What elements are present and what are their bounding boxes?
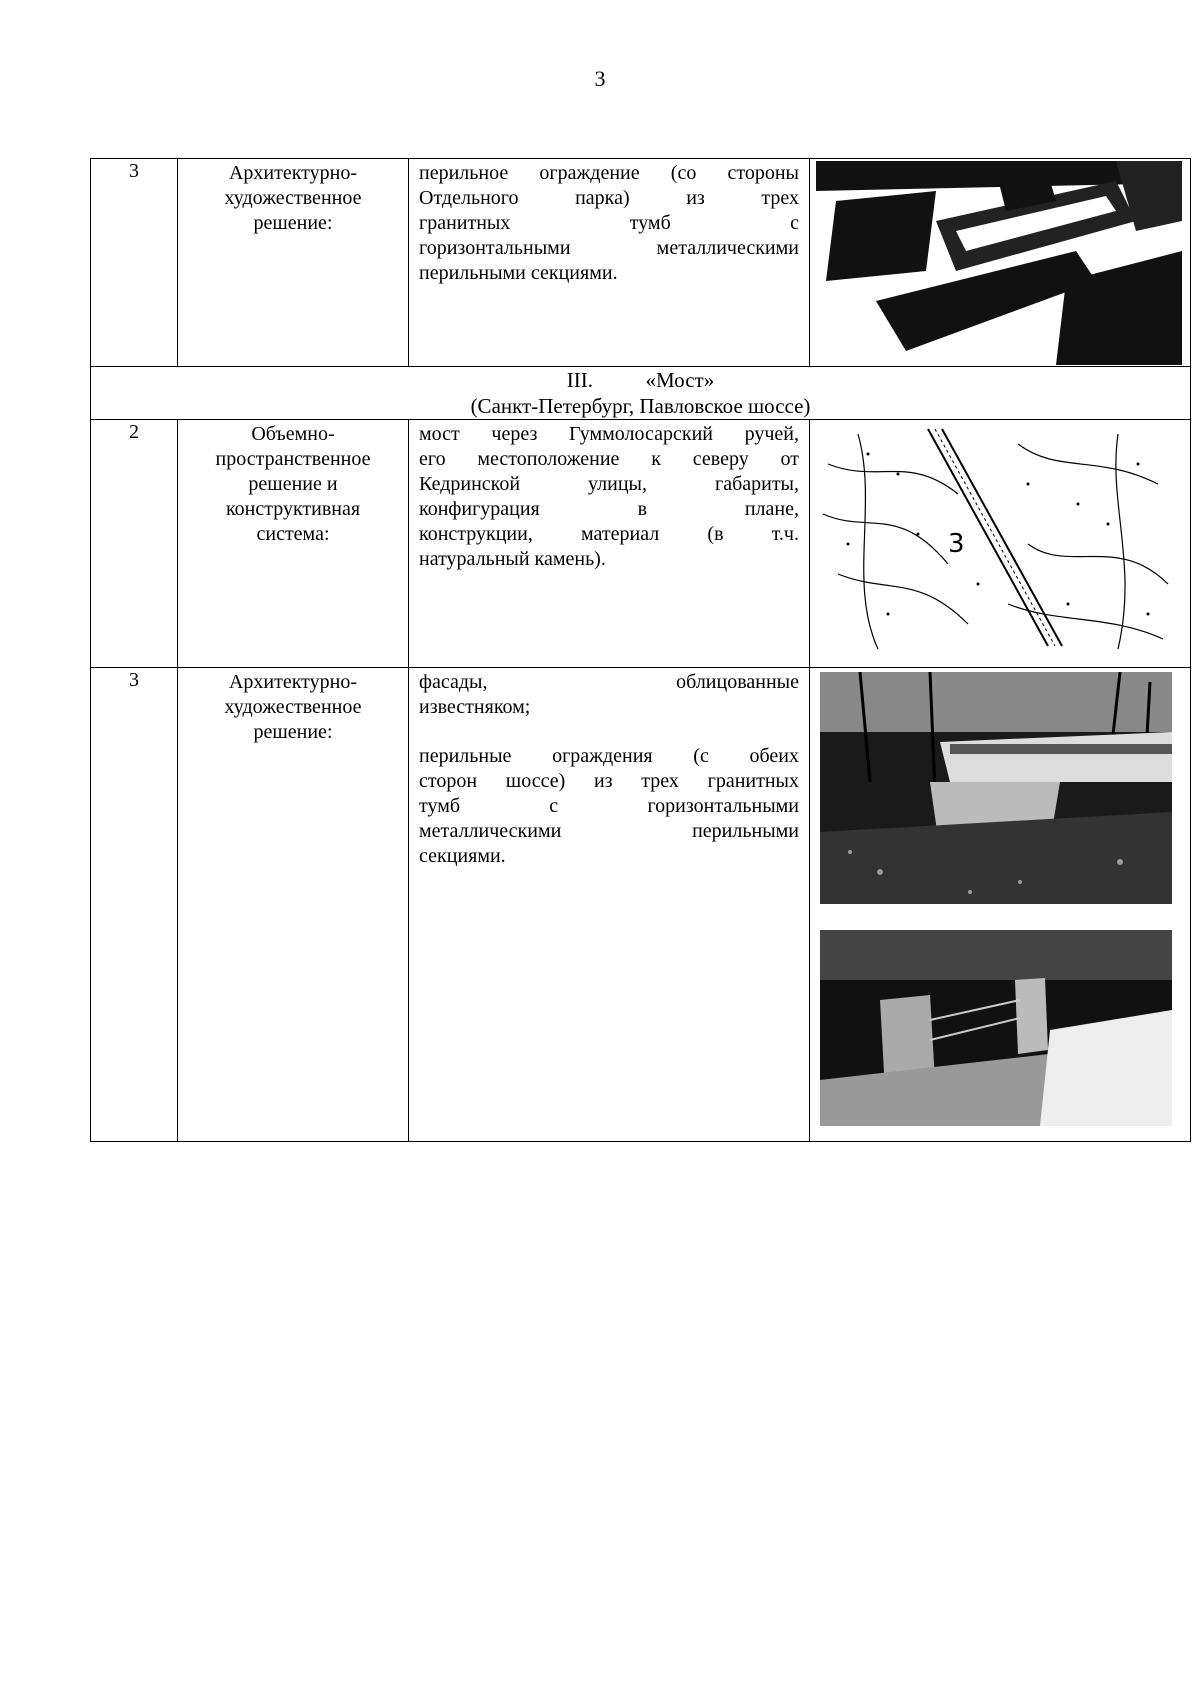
photo-railing-snow <box>816 161 1182 365</box>
photo-granite-posts <box>820 930 1172 1126</box>
section-title: III. «Мост» (Санкт-Петербург, Павловское шоссе) <box>91 367 1191 420</box>
row-description: перильное ограждение (со стороны Отдельного парка) из трех гранитных тумб с горизонтальными металлическими перильными секциями. <box>409 159 810 367</box>
row-number: 2 <box>91 420 178 668</box>
table-row <box>91 668 1191 1142</box>
row-image-cell <box>810 668 1191 1142</box>
section-header-row <box>91 367 1191 420</box>
row-label: Архитектурно- художественное решение: <box>178 668 409 1142</box>
row-description: мост через Гуммолосарский ручей, его местоположение к северу от Кедринской улицы, габариты, конфигурация в плане, конструкции, материал (в т.ч. натуральный камень). <box>409 420 810 668</box>
map-label: 3 <box>948 529 965 559</box>
row-image-cell <box>810 420 1191 668</box>
site-plan-map <box>818 424 1178 654</box>
row-label: Архитектурно- художественное решение: <box>178 159 409 367</box>
photo-bridge-facade <box>820 672 1172 904</box>
table-row <box>91 159 1191 367</box>
row-image-cell <box>810 159 1191 367</box>
row-number: 3 <box>91 668 178 1142</box>
row-description: фасады, облицованные известняком; перильные ограждения (с обеих сторон шоссе) из трех гранитных тумб с горизонтальными металлическими перильными секциями. <box>409 668 810 1142</box>
row-number: 3 <box>91 159 178 367</box>
table-row <box>91 420 1191 668</box>
page-number: 3 <box>594 66 606 91</box>
row-label: Объемно- пространственное решение и конструктивная система: <box>178 420 409 668</box>
monument-table <box>90 158 1191 1142</box>
